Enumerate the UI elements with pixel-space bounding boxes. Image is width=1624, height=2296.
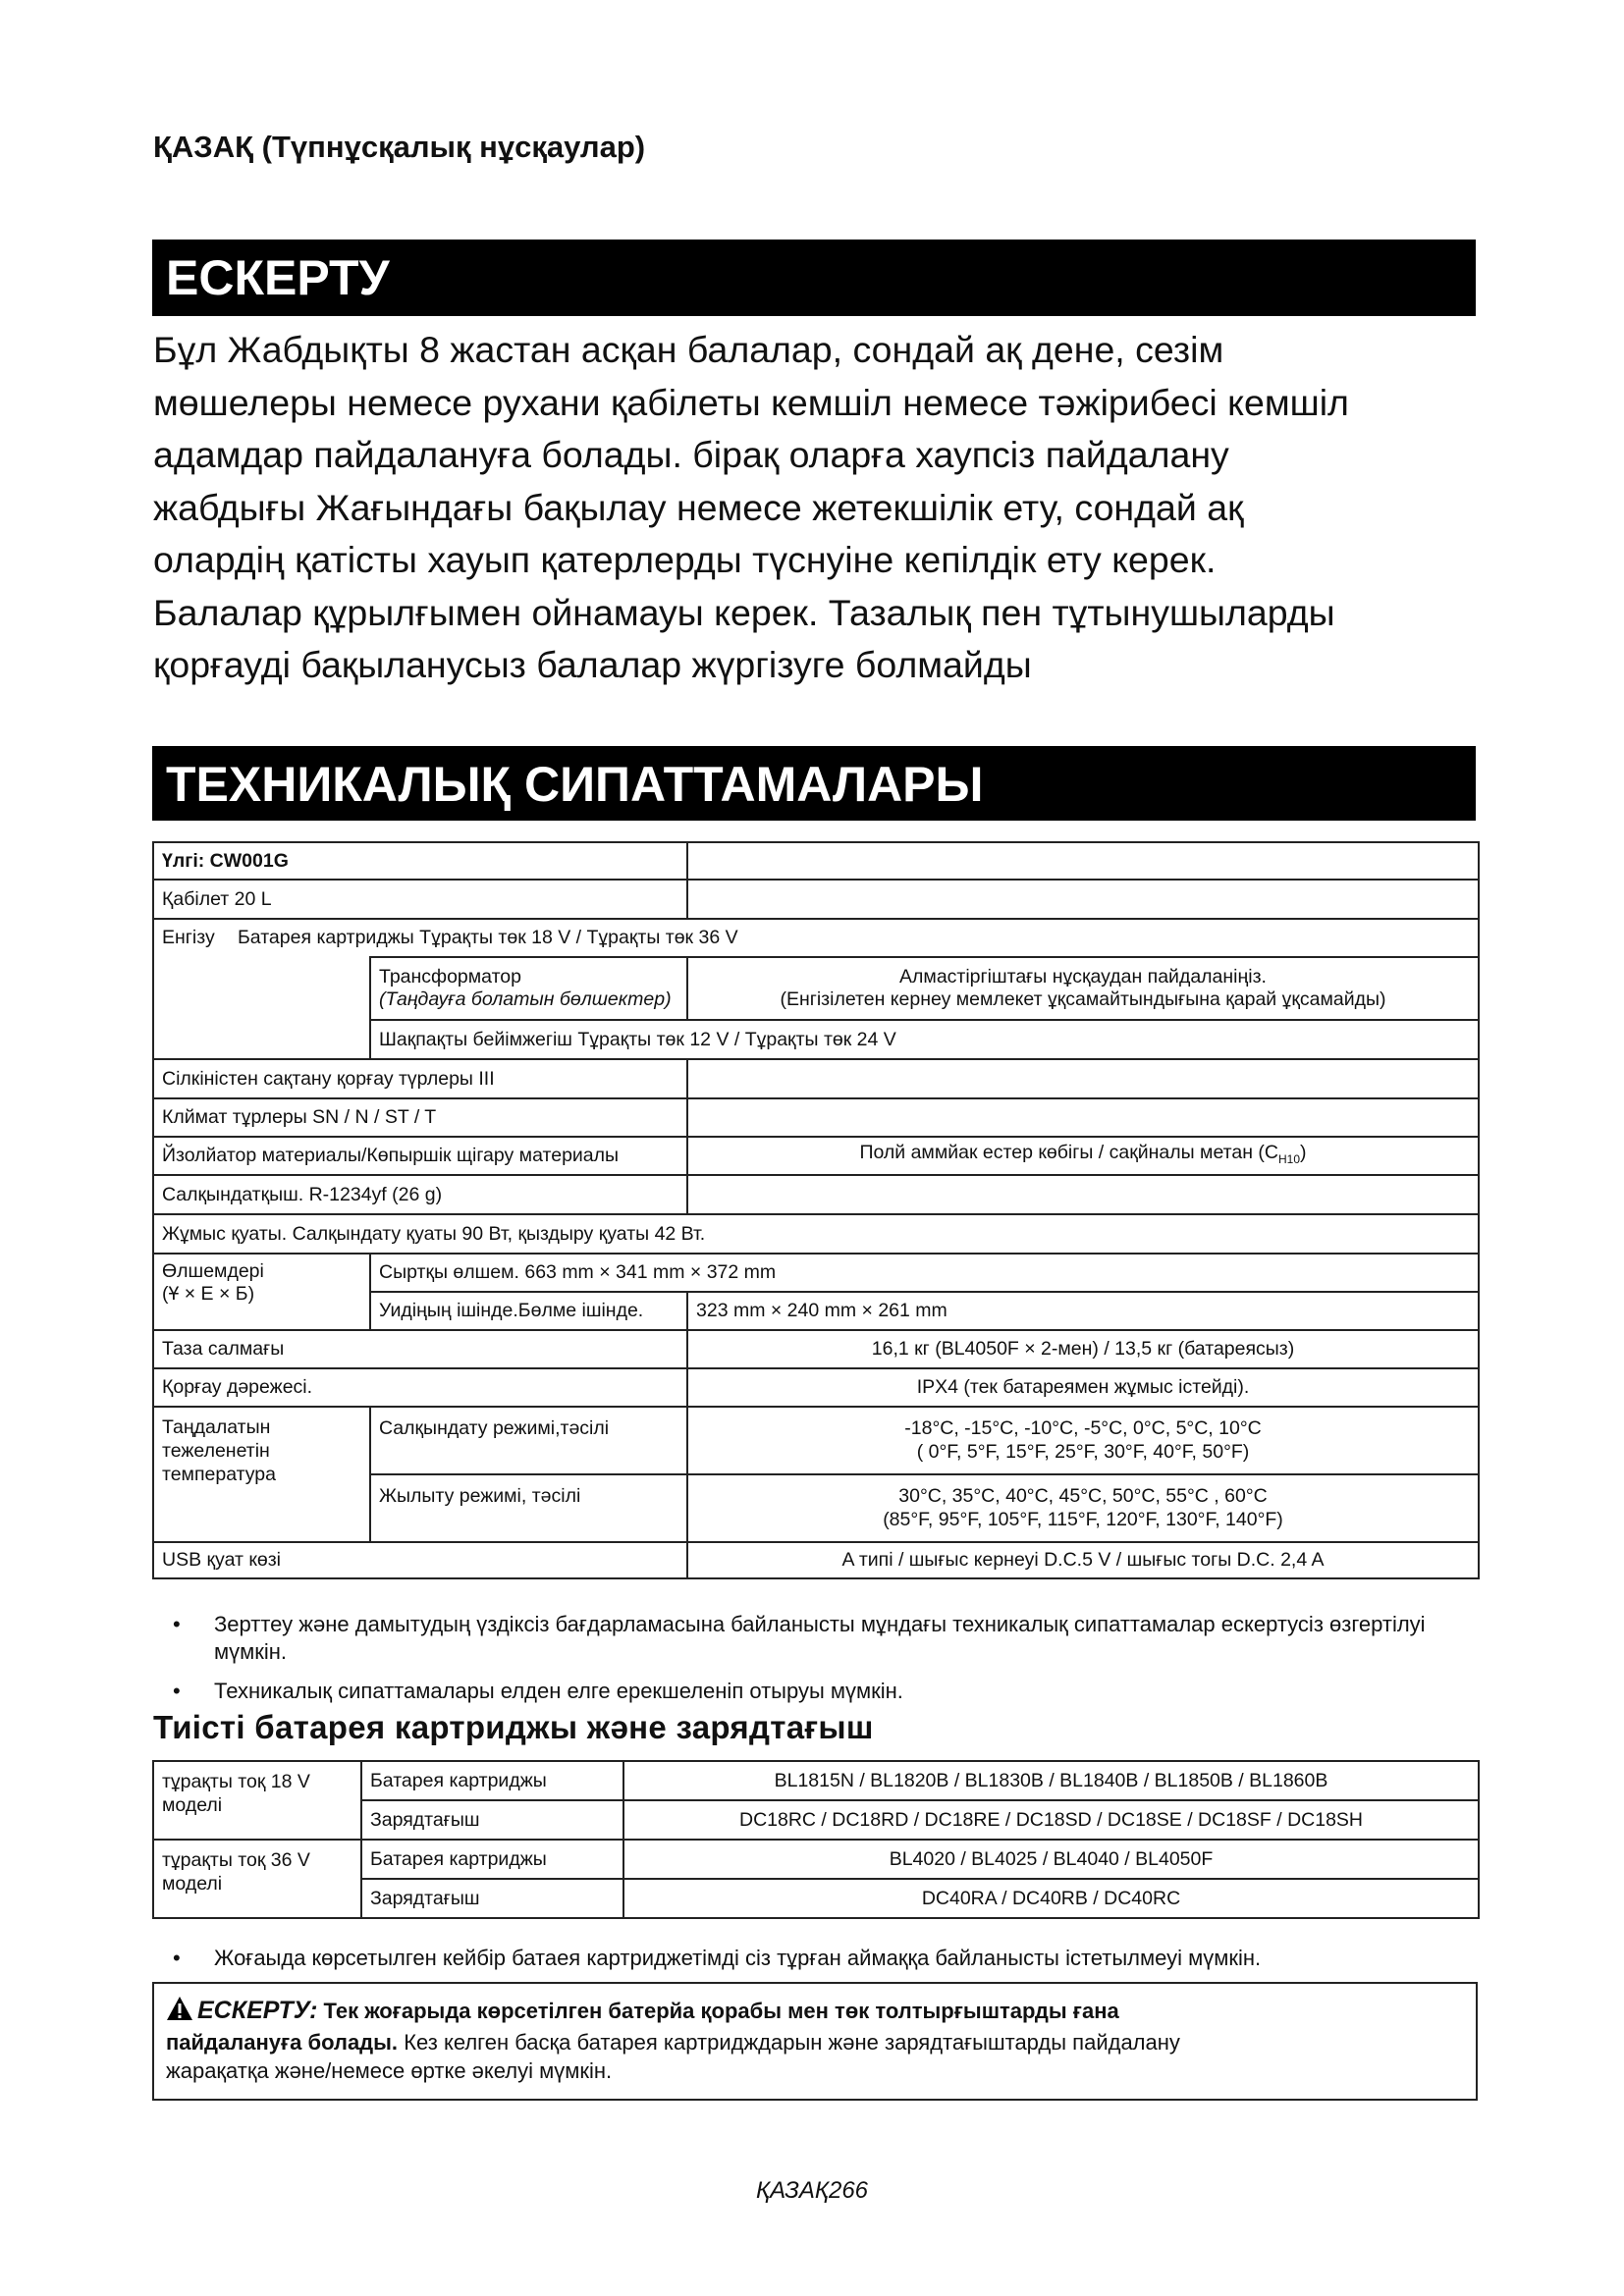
spec-socket-adapter: Шақпақты бейімжегіш Тұрақты төк 12 V / Тұрақты төк 24 V xyxy=(370,1020,1479,1059)
note-item: • Жоғаыда көрсетылген кейбір батаея картриджетімді сіз тұрған аймаққа байланысты істетылмеуі мүмкін. xyxy=(153,1945,1479,1972)
battery-model-18v: тұрақты тоқ 18 V моделі xyxy=(153,1761,361,1840)
warning-triangle-icon xyxy=(166,1996,193,2028)
warning-line: Бұл Жабдықты 8 жастан асқан балалар, сондай ақ дене, сезім xyxy=(153,329,1224,370)
charger-label: Зарядтағыш xyxy=(361,1879,623,1918)
spec-empty-cell xyxy=(687,842,1479,880)
warning-line: қорғауді бақыланусыз балалар жүргізуге болмайды xyxy=(153,644,1032,685)
spec-transformer-value: Алмастіргіштағы нұсқаудан пайдаланіңіз. (Енгізілетен кернеу мемлекет ұқсамайтындығына қарай ұқсамайды) xyxy=(687,957,1479,1020)
charger-label: Зарядтағыш xyxy=(361,1800,623,1840)
battery-notes xyxy=(153,1945,1479,1972)
warning-line: олардің қатісты хауып қатерлерды түснуіне кепілдік ету керек. xyxy=(153,539,1217,580)
caution-box xyxy=(152,1982,1478,2101)
spec-empty-cell xyxy=(687,880,1479,919)
warning-line: адамдар пайдалануға болады. бірақ оларға хаупсіз пайдалану xyxy=(153,434,1229,475)
spec-heating-values: 30°C, 35°C, 40°C, 45°C, 50°C, 55°C , 60°C (85°F, 95°F, 105°F, 115°F, 120°F, 130°F, 140°F) xyxy=(687,1474,1479,1542)
spec-notes xyxy=(153,1611,1479,1705)
spec-insulation-label: Йзолйатор материалы/Көпыршік щігару материалы xyxy=(153,1137,687,1175)
caution-text: жарақатқа және/немесе өртке әкелуі мүмкін. xyxy=(166,2058,613,2083)
spec-transformer-label: Трансформатор (Таңдауға болатын бөлшектер) xyxy=(370,957,687,1020)
specifications-table xyxy=(152,841,1480,1579)
caution-bold-text: Тек жоғарыда көрсетілген батерйа қорабы мен төк толтырғыштарды ғана xyxy=(323,1999,1119,2023)
spec-insulation-value: Полй аммйак естер көбігы / сақйналы метан $(C_{H10})$ xyxy=(687,1137,1479,1175)
spec-outer-dimension: Сыртқы өлшем. 663 mm × 341 mm × 372 mm xyxy=(370,1254,1479,1292)
specifications-heading: ТЕХНИКАЛЫҚ СИПАТТАМАЛАРЫ xyxy=(152,746,1476,821)
note-item: • Зерттеу және дамытудың үздіксіз бағдарламасына байланысты мұндағы техникалық сипаттамалар ескертусіз өзгертілуі мүмкін. xyxy=(153,1611,1479,1666)
spec-inner-label: Уидіңың ішінде.Бөлме ішінде. xyxy=(370,1292,687,1330)
spec-climate: Клймат тұрлеры SN / N / ST / T xyxy=(153,1098,687,1137)
spec-model: Үлгі: CW001G xyxy=(153,842,687,880)
spec-protection-value: IPX4 (тек батареямен жұмыс істейді). xyxy=(687,1368,1479,1407)
warning-text xyxy=(153,324,1489,692)
page-language-title: ҚАЗАҚ (Түпнұсқалық нұсқаулар) xyxy=(153,130,646,164)
spec-inner-value: 323 mm × 240 mm × 261 mm xyxy=(687,1292,1479,1330)
spec-shock-protection: Сілкіністен сақтану қорғау түрлеры III xyxy=(153,1059,687,1098)
spec-capacity: Қабілет 20 L xyxy=(153,880,687,919)
spec-input-battery: Батарея картриджы Тұрақты төк 18 V / Тұрақты төк 36 V xyxy=(370,919,1479,957)
battery-section-heading: Тиісті батарея картриджы және зарядтағыш xyxy=(153,1709,874,1745)
spec-dimensions-label: Өлшемдері (Ұ × Е × Б) xyxy=(153,1254,370,1330)
spec-net-weight-value: 16,1 кг (BL4050F × 2-мен) / 13,5 кг (батареясыз) xyxy=(687,1330,1479,1368)
spec-empty-cell xyxy=(687,1059,1479,1098)
battery-label: Батарея картриджы xyxy=(361,1840,623,1879)
battery-value: BL1815N / BL1820B / BL1830B / BL1840B / BL1850B / BL1860B xyxy=(623,1761,1479,1800)
battery-value: BL4020 / BL4025 / BL4040 / BL4050F xyxy=(623,1840,1479,1879)
caution-text: Кез келген басқа батарея картридждарын және зарядтағыштарды пайдалану xyxy=(404,2030,1180,2055)
spec-power: Жұмыс қуаты. Салқындату қуаты 90 Вт, қыздыру қуаты 42 Вт. xyxy=(153,1214,1479,1254)
spec-usb-value: A типі / шығыс кернеуі D.C.5 V / шығыс тогы D.C. 2,4 A xyxy=(687,1542,1479,1578)
warning-heading: ЕСКЕРТУ xyxy=(152,240,1476,316)
spec-input-label: Енгізу xyxy=(153,919,370,1059)
spec-cooling-values: -18°C, -15°C, -10°C, -5°C, 0°C, 5°C, 10°C ( 0°F, 5°F, 15°F, 25°F, 30°F, 40°F, 50°F) xyxy=(687,1407,1479,1474)
note-item: • Техникалық сипаттамалары елден елге ерекшеленіп отыруы мүмкін. xyxy=(153,1678,1479,1705)
charger-value: DC18RC / DC18RD / DC18RE / DC18SD / DC18SE / DC18SF / DC18SH xyxy=(623,1800,1479,1840)
caution-label: ЕСКЕРТУ: xyxy=(197,1997,318,2024)
page-footer: ҚАЗАҚ266 xyxy=(755,2177,869,2204)
spec-usb-label: USB қуат көзі xyxy=(153,1542,687,1578)
warning-line: мөшелеры немесе рухани қабілеты кемшіл немесе тәжірибесі кемшіл xyxy=(153,381,1349,423)
spec-empty-cell xyxy=(687,1175,1479,1214)
spec-empty-cell xyxy=(687,1098,1479,1137)
battery-label: Батарея картриджы xyxy=(361,1761,623,1800)
warning-line: жабдығы Жағындағы бақылау немесе жетекшілік ету, сондай ақ xyxy=(153,486,1244,528)
spec-refrigerant: Салқындатқыш. R-1234yf (26 g) xyxy=(153,1175,687,1214)
spec-protection-label: Қорғау дәрежесі. xyxy=(153,1368,687,1407)
battery-model-36v: тұрақты тоқ 36 V моделі xyxy=(153,1840,361,1918)
warning-line: Балалар құрылғымен ойнамауы керек. Тазалық пен тұтынушыларды xyxy=(153,591,1335,633)
spec-temperature-label: Таңдалатын тежеленетін температура xyxy=(153,1407,370,1542)
charger-value: DC40RA / DC40RB / DC40RC xyxy=(623,1879,1479,1918)
caution-bold-text: пайдалануға болады. xyxy=(166,2030,399,2055)
battery-table xyxy=(152,1760,1480,1919)
spec-cooling-mode: Салқындату режимі,тәсілі xyxy=(370,1407,687,1474)
spec-heating-mode: Жылыту режимі, тәсілі xyxy=(370,1474,687,1542)
spec-net-weight-label: Таза салмағы xyxy=(153,1330,687,1368)
